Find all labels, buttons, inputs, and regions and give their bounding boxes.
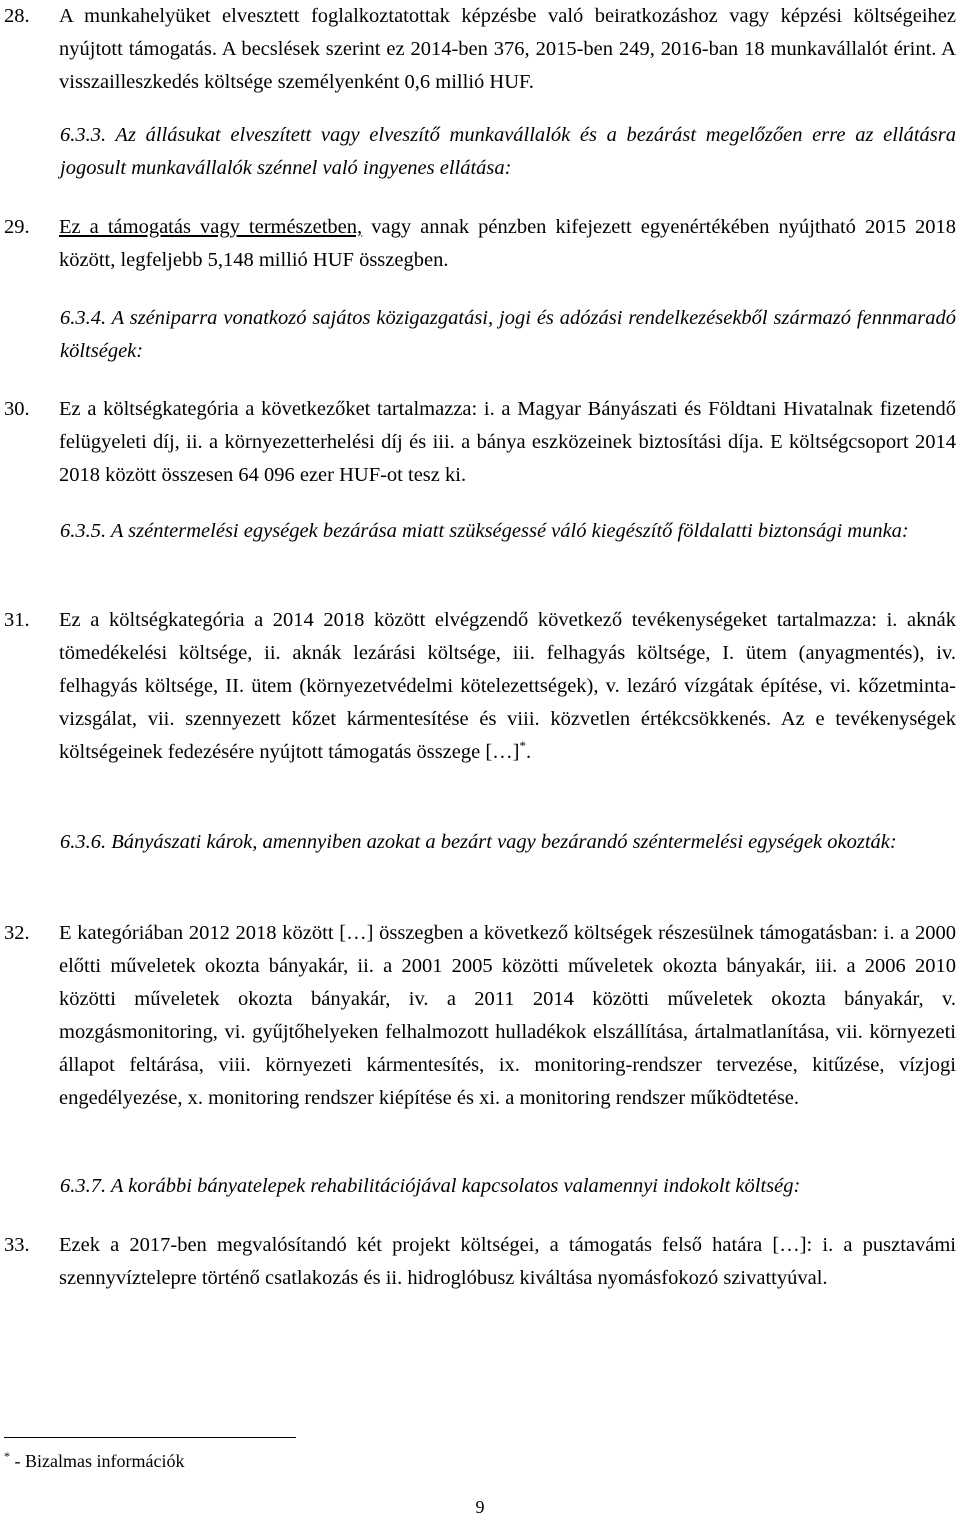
- section-heading-6-3-4: [0, 302, 960, 368]
- paragraph-number: 31.: [4, 609, 30, 631]
- paragraph-number: 29.: [4, 216, 30, 238]
- paragraph-31: [0, 604, 960, 769]
- paragraph-32: [0, 917, 960, 1115]
- section-heading-6-3-5: [0, 515, 960, 548]
- paragraph-29: [0, 211, 960, 277]
- heading-number: 6.3.7.: [60, 1175, 107, 1197]
- paragraph-33: [0, 1229, 960, 1295]
- heading-number: 6.3.3.: [60, 124, 107, 146]
- paragraph-30: [0, 393, 960, 492]
- paragraph-text: Ez a költségkategória a 2014 2018 között elvégzendő következő tevékenységeket tartalmazza: i. aknák tömedékelési költsége, ii. aknák lezárási költsége, iii. felhagyás költsége, I. ütem (anyagmentés), iv. felhagyás költsége, II. ütem (környezetvédelmi kötelezettségek), v. lezáró vízgátak építése, vi. kőzetminta-vizsgálat, vii. szennyezett kőzet kármentesítése és viii. közvetlen értékcsökkenés. Az e tevékenységek költségeinek fedezésére nyújtott támogatás összege […]*.: [59, 609, 956, 763]
- paragraph-text: Ezek a 2017-ben megvalósítandó két projekt költségei, a támogatás felső határa […]: i. a pusztavámi szennyvíztelepre történő csatlakozás és ii. hidroglóbusz kiváltása nyomásfokozó szivattyúval.: [59, 1234, 956, 1289]
- heading-number: 6.3.5.: [60, 520, 107, 542]
- underlined-phrase: Ez a támogatás vagy természetben,: [59, 216, 363, 238]
- heading-number: 6.3.6.: [60, 831, 107, 853]
- heading-text: A széniparra vonatkozó sajátos közigazgatási, jogi és adózási rendelkezésekből származó fennmaradó költségek:: [60, 307, 956, 362]
- heading-text: Az állásukat elveszített vagy elveszítő munkavállalók és a bezárást megelőzően erre az ellátásra jogosult munkavállalók szénnel való ingyenes ellátása:: [60, 124, 956, 179]
- section-heading-6-3-3: [0, 119, 960, 185]
- paragraph-number: 32.: [4, 922, 30, 944]
- paragraph-number: 30.: [4, 398, 30, 420]
- paragraph-number: 33.: [4, 1234, 30, 1256]
- footnote-divider: [4, 1437, 296, 1438]
- footnote: [4, 1449, 184, 1473]
- section-heading-6-3-7: [0, 1170, 960, 1203]
- heading-text: A korábbi bányatelepek rehabilitációjával kapcsolatos valamennyi indokolt költség:: [110, 1175, 801, 1197]
- footnote-text: - Bizalmas információk: [10, 1451, 185, 1471]
- page-number: 9: [475, 1497, 485, 1517]
- section-heading-6-3-6: [0, 826, 960, 859]
- paragraph-28: [0, 0, 960, 99]
- footnote-marker: *: [519, 738, 527, 754]
- heading-text: Bányászati károk, amennyiben azokat a bezárt vagy bezárandó széntermelési egységek okozták:: [111, 831, 897, 853]
- paragraph-text: Ez a támogatás vagy természetben, vagy annak pénzben kifejezett egyenértékében nyújtható 2015 2018 között, legfeljebb 5,148 millió HUF összegben.: [59, 216, 956, 271]
- paragraph-text: A munkahelyüket elvesztett foglalkoztatottak képzésbe való beiratkozáshoz vagy képzési költségeihez nyújtott támogatás. A becslések szerint ez 2014-ben 376, 2015-ben 249, 2016-ban 18 munkavállalót érint. A visszailleszkedés költsége személyenként 0,6 millió HUF.: [59, 5, 956, 93]
- paragraph-number: 28.: [4, 5, 30, 27]
- heading-text: A széntermelési egységek bezárása miatt szükségessé váló kiegészítő földalatti biztonsági munka:: [110, 520, 909, 542]
- paragraph-text: E kategóriában 2012 2018 között […] összegben a következő költségek részesülnek támogatásban: i. a 2000 előtti műveletek okozta bányakár, ii. a 2001 2005 közötti műveletek okozta bányakár, iii. a 2006 2010 közötti műveletek okozta bányakár, iv. a 2011 2014 közötti műveletek okozta bányakár, v. mozgásmonitoring, vi. gyűjtőhelyeken felhalmozott hulladékok elszállítása, ártalmatlanítása, vii. környezeti állapot feltárása, viii. környezeti kármentesítés, ix. monitoring-rendszer tervezése, kitűzése, vízjogi engedélyezése, x. monitoring rendszer kiépítése és xi. a monitoring rendszer működtetése.: [59, 922, 956, 1109]
- footnote-marker: *: [4, 1449, 10, 1463]
- paragraph-text: Ez a költségkategória a következőket tartalmazza: i. a Magyar Bányászati és Földtani Hivatalnak fizetendő felügyeleti díj, ii. a környezetterhelési díj és iii. a bánya eszközeinek biztosítási díja. E költségcsoport 2014 2018 között összesen 64 096 ezer HUF-ot tesz ki.: [59, 398, 956, 486]
- heading-number: 6.3.4.: [60, 307, 107, 329]
